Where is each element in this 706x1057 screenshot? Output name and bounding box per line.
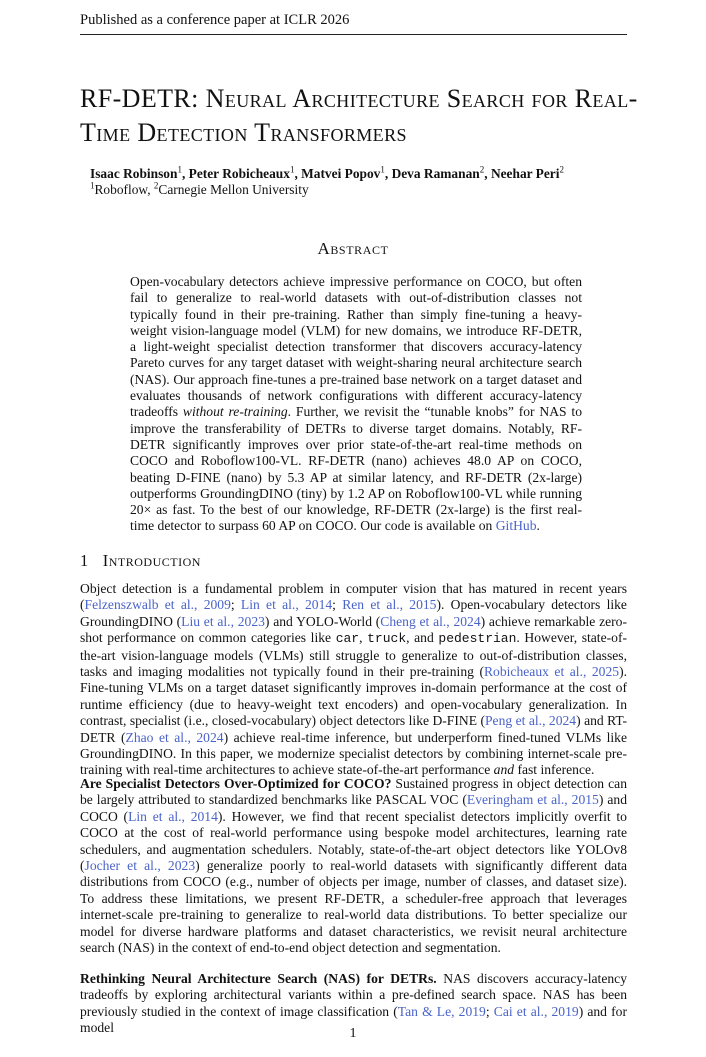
paragraph-text: ; xyxy=(230,597,241,613)
affiliation-name: Roboflow xyxy=(94,182,148,197)
abstract-heading: Abstract xyxy=(317,239,389,258)
citation-link[interactable]: Zhao et al., 2024 xyxy=(125,729,224,745)
author-name: Deva Ramanan xyxy=(391,166,480,181)
citation-link[interactable]: Tan & Le, 2019 xyxy=(397,1003,486,1019)
author-name: Peter Robicheaux xyxy=(188,166,290,181)
abstract-emphasis: without re-training xyxy=(182,404,288,420)
paragraph-text: , xyxy=(359,630,368,646)
author-name: Isaac Robinson xyxy=(90,166,178,181)
paragraph-text: fast inference. xyxy=(514,762,595,778)
code-term: pedestrian xyxy=(438,631,517,647)
affiliation-name: Carnegie Mellon University xyxy=(158,182,309,197)
citation-link[interactable]: Ren et al., 2015 xyxy=(342,597,437,613)
paragraph-text: Object detection is a fundamental problem in computer vision that has matured in recent years ( xyxy=(80,581,627,613)
affiliation-number: 2 xyxy=(153,180,159,191)
paragraph-text: ) and COCO ( xyxy=(80,792,627,824)
author-affiliation-mark: 1 xyxy=(177,164,182,175)
paragraph-text: Sustained progress in object detection can be largely attributed to standardized benchmarks like PASCAL VOC ( xyxy=(80,776,627,808)
citation-link[interactable]: Robicheaux et al., 2025 xyxy=(483,664,620,680)
paragraph-text: , and xyxy=(406,630,439,646)
author-name: Matvei Popov xyxy=(301,166,381,181)
running-head: Published as a conference paper at ICLR 2026 xyxy=(80,12,350,28)
page-number: 1 xyxy=(349,1026,357,1041)
affiliation-list: $^1$Roboflow, $^2$Carnegie Mellon University xyxy=(90,180,309,197)
intro-paragraph-2 xyxy=(80,776,627,956)
paragraph-text: ) and YOLO-World ( xyxy=(264,613,381,629)
paragraph-text: . However, state-of-the-art vision-language models (VLMs) still struggle to generalize to out-of-distribution classes, tasks and imaging modalities not typically found in their pre-training ( xyxy=(80,630,627,680)
citation-link[interactable]: Lin et al., 2014 xyxy=(128,808,218,824)
citation-link[interactable]: Cheng et al., 2024 xyxy=(380,613,481,629)
author-affiliation-mark: 1 xyxy=(289,164,295,175)
section-heading-introduction xyxy=(80,551,201,571)
citation-link[interactable]: Liu et al., 2023 xyxy=(181,613,265,629)
section-title: Introduction xyxy=(102,551,201,570)
paragraph-text: ; xyxy=(485,1003,494,1019)
github-link[interactable]: GitHub xyxy=(495,518,537,534)
abstract-body xyxy=(130,274,582,535)
author-affiliation-mark: 2 xyxy=(479,164,485,175)
abstract-text: Open-vocabulary detectors achieve impressive performance on COCO, but often fail to generalize to real-world datasets with out-of-distribution classes not typically found in their pre-training. Rather than simply fine-tuning a heavy-weight vision-language model (VLM) for new domains, we introduce RF-DETR, a light-weight specialist detection transformer that discovers accuracy-latency Pareto curves for any target dataset with weight-sharing neural architecture search (NAS). Our approach fine-tunes a pre-trained base network on a target dataset and evaluates thousands of network configurations with different accuracy-latency tradeoffs xyxy=(130,274,582,420)
author-list: Isaac Robinson$^1$, Peter Robicheaux$^1$, Matvei Popov$^1$, Deva Ramanan$^2$, Neehar Peri$^2$ xyxy=(90,164,564,181)
abstract-text: . Further, we revisit the “tunable knobs” for NAS to improve the transferability of DETRs to diverse target domains. Notably, RF-DETR significantly improves over prior state-of-the-art real-time methods on COCO and Roboflow100-VL. RF-DETR (nano) achieves 48.0 AP on COCO, beating D-FINE (nano) by 5.3 AP at similar latency, and RF-DETR (2x-large) outperforms GroundingDINO (tiny) by 1.2 AP on Roboflow100-VL while running 20× as fast. To the best of our knowledge, RF-DETR (2x-large) is the first real-time detector to surpass 60 AP on COCO. Our code is available on xyxy=(130,404,582,534)
code-term: car xyxy=(335,631,360,647)
paragraph-text: ) and RT-DETR ( xyxy=(80,713,627,745)
author-affiliation-mark: 1 xyxy=(380,164,385,175)
section-number: 1 xyxy=(80,551,89,570)
citation-link[interactable]: Lin et al., 2014 xyxy=(240,597,333,613)
citation-link[interactable]: Jocher et al., 2023 xyxy=(84,858,196,874)
paper-title: RF-DETR: Neural Architecture Search for Real-Time Detection Transformers xyxy=(80,84,638,147)
paragraph-lead-in: Rethinking Neural Architecture Search (NAS) for DETRs. xyxy=(80,971,437,986)
paragraph-text: ) achieve real-time inference, but underperform fined-tuned VLMs like GroundingDINO. In this paper, we modernize specialist detectors by combining internet-scale pre-training with real-time architectures to achieve state-of-the-art performance xyxy=(80,729,628,778)
citation-link[interactable]: Felzenszwalb et al., 2009 xyxy=(84,597,231,613)
citation-link[interactable]: Cai et al., 2019 xyxy=(493,1003,579,1019)
citation-link[interactable]: Peng et al., 2024 xyxy=(484,713,577,729)
paragraph-text: NAS discovers accuracy-latency tradeoffs by exploring architectural variants within a pre-defined search space. NAS has been previously studied in the context of image classification ( xyxy=(80,971,627,1019)
paragraph-text: ). Open-vocabulary detectors like GroundingDINO ( xyxy=(80,597,627,629)
paragraph-text: ). Fine-tuning VLMs on a target dataset significantly improves in-domain performance at the cost of runtime efficiency (due to heavy-weight text encoders) and open-vocabulary generalization. In contrast, specialist (i.e., closed-vocabulary) object detectors like D-FINE ( xyxy=(80,664,628,729)
paragraph-text: ; xyxy=(332,597,343,613)
citation-link[interactable]: Everingham et al., 2015 xyxy=(466,792,599,808)
abstract-text: . xyxy=(536,518,540,534)
author-name: Neehar Peri xyxy=(490,166,560,181)
code-term: truck xyxy=(367,631,407,647)
paragraph-text: ) generalize poorly to real-world datasets with significantly different data distributions from COCO (e.g., number of objects per image, number of classes, and dataset size). To address these limitations, we present RF-DETR, a scheduler-free approach that leverages internet-scale pre-training to generalize to real-world data distributions. To better specialize our model for diverse hardware platforms and dataset characteristics, we revisit neural architecture search (NAS) in the context of end-to-end object detection and segmentation. xyxy=(80,858,628,956)
affiliation-number: 1 xyxy=(90,180,95,191)
author-affiliation-mark: 2 xyxy=(559,164,564,175)
intro-paragraph-1 xyxy=(80,581,627,779)
header-rule xyxy=(80,34,627,35)
paragraph-text: ) and for model xyxy=(80,1003,627,1036)
paragraph-text: ) achieve remarkable zero-shot performance on common categories like xyxy=(80,613,627,646)
paragraph-lead-in: Are Specialist Detectors Over-Optimized for COCO? xyxy=(80,776,392,791)
paragraph-emphasis: and xyxy=(493,762,515,778)
paragraph-text: ). However, we find that recent specialist detectors implicitly overfit to COCO at the cost of real-world performance using bespoke model architectures, learning rate schedulers, and augmentation schedulers. Notably, state-of-the-art object detectors like YOLOv8 ( xyxy=(80,808,627,874)
